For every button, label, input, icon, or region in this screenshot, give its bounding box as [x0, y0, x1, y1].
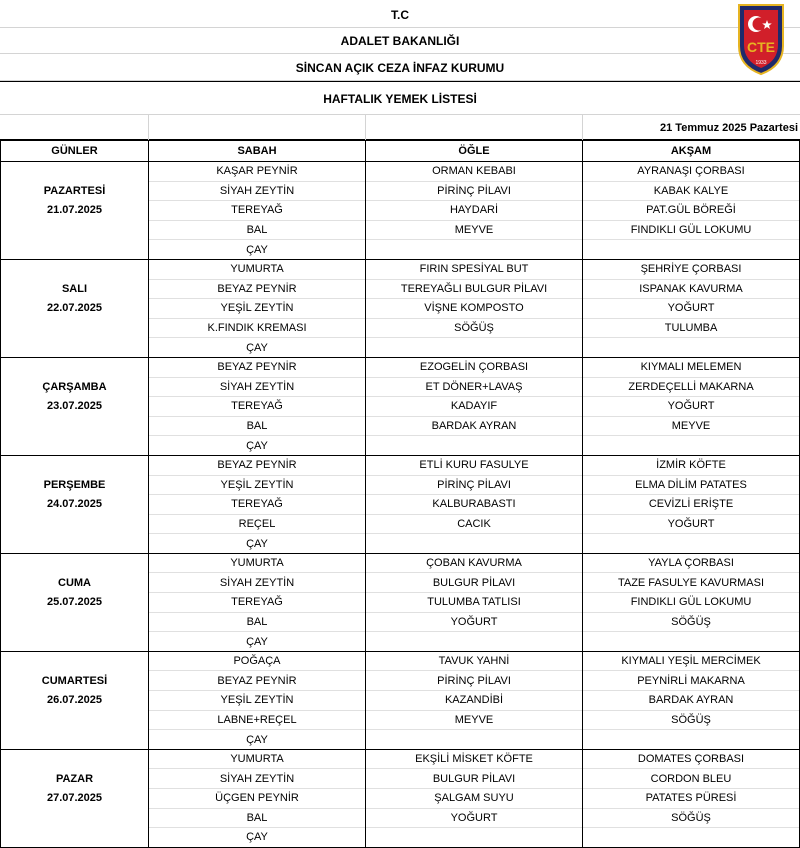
header-line2: [0, 28, 800, 54]
evening-item: [583, 338, 800, 358]
day-name: CUMA: [1, 573, 149, 593]
morning-item: LABNE+REÇEL: [149, 710, 366, 730]
day-cell: [1, 318, 149, 338]
noon-item: FIRIN SPESİYAL BUT: [366, 259, 583, 279]
noon-item: YOĞURT: [366, 808, 583, 828]
noon-item: [366, 730, 583, 750]
noon-item: BULGUR PİLAVI: [366, 769, 583, 789]
table-row: [1, 789, 800, 809]
table-row: [1, 612, 800, 632]
morning-item: SİYAH ZEYTİN: [149, 181, 366, 201]
morning-item: ÇAY: [149, 436, 366, 456]
report-date: 21 Temmuz 2025 Pazartesi: [660, 122, 798, 134]
noon-item: PİRİNÇ PİLAVI: [366, 181, 583, 201]
morning-item: ÇAY: [149, 730, 366, 750]
table-row: [1, 436, 800, 456]
table-row: [1, 279, 800, 299]
day-name: PAZAR: [1, 769, 149, 789]
day-date: 23.07.2025: [1, 397, 149, 417]
day-name: CUMARTESİ: [1, 671, 149, 691]
noon-item: KADAYIF: [366, 397, 583, 417]
noon-item: TAVUK YAHNİ: [366, 651, 583, 671]
morning-item: BEYAZ PEYNİR: [149, 279, 366, 299]
evening-item: [583, 730, 800, 750]
noon-item: ORMAN KEBABI: [366, 162, 583, 182]
morning-item: K.FINDIK KREMASI: [149, 318, 366, 338]
weekly-menu-table: [0, 140, 800, 848]
table-row: [1, 534, 800, 554]
table-row: [1, 299, 800, 319]
cte-emblem-icon: [736, 2, 786, 76]
morning-item: TEREYAĞ: [149, 201, 366, 221]
day-cell: [1, 612, 149, 632]
evening-item: ISPANAK KAVURMA: [583, 279, 800, 299]
day-cell: [1, 259, 149, 279]
morning-item: TEREYAĞ: [149, 397, 366, 417]
col-header-days: GÜNLER: [1, 141, 149, 162]
morning-item: BEYAZ PEYNİR: [149, 455, 366, 475]
evening-item: [583, 534, 800, 554]
morning-item: ÇAY: [149, 632, 366, 652]
table-row: [1, 730, 800, 750]
table-row: [1, 749, 800, 769]
evening-item: CORDON BLEU: [583, 769, 800, 789]
table-row: [1, 220, 800, 240]
morning-item: YEŞİL ZEYTİN: [149, 475, 366, 495]
evening-item: PAT.GÜL BÖREĞİ: [583, 201, 800, 221]
morning-item: SİYAH ZEYTİN: [149, 377, 366, 397]
day-cell: [1, 416, 149, 436]
noon-item: KALBURABASTI: [366, 495, 583, 515]
table-row: [1, 240, 800, 260]
evening-item: YOĞURT: [583, 299, 800, 319]
day-cell: [1, 632, 149, 652]
evening-item: BARDAK AYRAN: [583, 691, 800, 711]
evening-item: [583, 240, 800, 260]
table-row: [1, 632, 800, 652]
col-header-evening: AKŞAM: [583, 141, 800, 162]
weekly-menu-title: HAFTALIK YEMEK LİSTESİ: [323, 92, 477, 106]
day-cell: [1, 710, 149, 730]
table-row: [1, 475, 800, 495]
table-row: [1, 338, 800, 358]
table-row: [1, 201, 800, 221]
noon-item: KAZANDİBİ: [366, 691, 583, 711]
morning-item: ÇAY: [149, 828, 366, 848]
day-cell: [1, 436, 149, 456]
noon-item: PİRİNÇ PİLAVI: [366, 671, 583, 691]
svg-text:CTE: CTE: [747, 39, 775, 55]
table-row: [1, 710, 800, 730]
table-row: [1, 593, 800, 613]
morning-item: BAL: [149, 612, 366, 632]
morning-item: BEYAZ PEYNİR: [149, 671, 366, 691]
col-header-morning: SABAH: [149, 141, 366, 162]
evening-item: PEYNİRLİ MAKARNA: [583, 671, 800, 691]
noon-item: EKŞİLİ MİSKET KÖFTE: [366, 749, 583, 769]
day-date: 25.07.2025: [1, 593, 149, 613]
day-cell: [1, 553, 149, 573]
day-cell: [1, 514, 149, 534]
morning-item: TEREYAĞ: [149, 593, 366, 613]
morning-item: ÇAY: [149, 240, 366, 260]
evening-item: ELMA DİLİM PATATES: [583, 475, 800, 495]
header-line1: [0, 0, 800, 28]
noon-item: ET DÖNER+LAVAŞ: [366, 377, 583, 397]
noon-item: ETLİ KURU FASULYE: [366, 455, 583, 475]
header-line3: [0, 54, 800, 81]
noon-item: [366, 338, 583, 358]
table-row: [1, 162, 800, 182]
noon-item: EZOGELİN ÇORBASI: [366, 357, 583, 377]
day-cell: [1, 730, 149, 750]
evening-item: KIYMALI YEŞİL MERCİMEK: [583, 651, 800, 671]
morning-item: SİYAH ZEYTİN: [149, 573, 366, 593]
day-date: 27.07.2025: [1, 789, 149, 809]
evening-item: KIYMALI MELEMEN: [583, 357, 800, 377]
noon-item: TEREYAĞLI BULGUR PİLAVI: [366, 279, 583, 299]
evening-item: DOMATES ÇORBASI: [583, 749, 800, 769]
evening-item: SÖĞÜŞ: [583, 710, 800, 730]
noon-item: BARDAK AYRAN: [366, 416, 583, 436]
day-name: SALI: [1, 279, 149, 299]
day-cell: [1, 338, 149, 358]
evening-item: PATATES PÜRESİ: [583, 789, 800, 809]
morning-item: BAL: [149, 220, 366, 240]
svg-text:1933: 1933: [755, 60, 767, 66]
morning-item: YEŞİL ZEYTİN: [149, 691, 366, 711]
table-row: [1, 769, 800, 789]
morning-item: YUMURTA: [149, 259, 366, 279]
morning-item: BEYAZ PEYNİR: [149, 357, 366, 377]
morning-item: BAL: [149, 416, 366, 436]
table-row: [1, 318, 800, 338]
noon-item: CACIK: [366, 514, 583, 534]
table-row: [1, 651, 800, 671]
noon-item: [366, 436, 583, 456]
evening-item: SÖĞÜŞ: [583, 808, 800, 828]
evening-item: FINDIKLI GÜL LOKUMU: [583, 593, 800, 613]
table-row: [1, 357, 800, 377]
morning-item: ÜÇGEN PEYNİR: [149, 789, 366, 809]
noon-item: ÇOBAN KAVURMA: [366, 553, 583, 573]
day-cell: [1, 357, 149, 377]
tc-title: T.C: [391, 8, 409, 22]
table-row: [1, 671, 800, 691]
header-line4: [0, 81, 800, 115]
morning-item: YUMURTA: [149, 553, 366, 573]
evening-item: SÖĞÜŞ: [583, 612, 800, 632]
morning-item: SİYAH ZEYTİN: [149, 769, 366, 789]
evening-item: AYRANAŞI ÇORBASI: [583, 162, 800, 182]
noon-item: MEYVE: [366, 220, 583, 240]
noon-item: ŞALGAM SUYU: [366, 789, 583, 809]
table-header-row: [1, 141, 800, 162]
day-cell: [1, 749, 149, 769]
day-cell: [1, 162, 149, 182]
table-row: [1, 573, 800, 593]
day-date: 21.07.2025: [1, 201, 149, 221]
noon-item: [366, 240, 583, 260]
evening-item: TAZE FASULYE KAVURMASI: [583, 573, 800, 593]
morning-item: ÇAY: [149, 338, 366, 358]
evening-item: CEVİZLİ ERİŞTE: [583, 495, 800, 515]
morning-item: YEŞİL ZEYTİN: [149, 299, 366, 319]
noon-item: PİRİNÇ PİLAVI: [366, 475, 583, 495]
table-row: [1, 495, 800, 515]
noon-item: MEYVE: [366, 710, 583, 730]
noon-item: HAYDARİ: [366, 201, 583, 221]
evening-item: MEYVE: [583, 416, 800, 436]
noon-item: [366, 534, 583, 554]
table-row: [1, 808, 800, 828]
noon-item: BULGUR PİLAVI: [366, 573, 583, 593]
day-cell: [1, 240, 149, 260]
date-row: [0, 115, 800, 140]
table-row: [1, 259, 800, 279]
col-header-noon: ÖĞLE: [366, 141, 583, 162]
table-row: [1, 397, 800, 417]
institution-title: SİNCAN AÇIK CEZA İNFAZ KURUMU: [295, 61, 505, 75]
table-row: [1, 181, 800, 201]
morning-item: TEREYAĞ: [149, 495, 366, 515]
evening-item: İZMİR KÖFTE: [583, 455, 800, 475]
evening-item: TULUMBA: [583, 318, 800, 338]
day-cell: [1, 651, 149, 671]
morning-item: KAŞAR PEYNİR: [149, 162, 366, 182]
evening-item: YOĞURT: [583, 397, 800, 417]
evening-item: ZERDEÇELLİ MAKARNA: [583, 377, 800, 397]
table-row: [1, 691, 800, 711]
table-row: [1, 377, 800, 397]
evening-item: YOĞURT: [583, 514, 800, 534]
table-row: [1, 455, 800, 475]
day-name: PAZARTESİ: [1, 181, 149, 201]
day-date: 26.07.2025: [1, 691, 149, 711]
day-cell: [1, 534, 149, 554]
day-date: 22.07.2025: [1, 299, 149, 319]
day-name: PERŞEMBE: [1, 475, 149, 495]
evening-item: ŞEHRİYE ÇORBASI: [583, 259, 800, 279]
morning-item: YUMURTA: [149, 749, 366, 769]
noon-item: [366, 632, 583, 652]
morning-item: REÇEL: [149, 514, 366, 534]
table-row: [1, 514, 800, 534]
evening-item: FINDIKLI GÜL LOKUMU: [583, 220, 800, 240]
day-date: 24.07.2025: [1, 495, 149, 515]
evening-item: KABAK KALYE: [583, 181, 800, 201]
morning-item: POĞAÇA: [149, 651, 366, 671]
evening-item: [583, 632, 800, 652]
table-row: [1, 416, 800, 436]
table-row: [1, 553, 800, 573]
evening-item: [583, 436, 800, 456]
day-cell: [1, 455, 149, 475]
evening-item: YAYLA ÇORBASI: [583, 553, 800, 573]
morning-item: BAL: [149, 808, 366, 828]
day-name: ÇARŞAMBA: [1, 377, 149, 397]
noon-item: SÖĞÜŞ: [366, 318, 583, 338]
day-cell: [1, 220, 149, 240]
day-cell: [1, 808, 149, 828]
morning-item: ÇAY: [149, 534, 366, 554]
noon-item: YOĞURT: [366, 612, 583, 632]
noon-item: VİŞNE KOMPOSTO: [366, 299, 583, 319]
noon-item: TULUMBA TATLISI: [366, 593, 583, 613]
ministry-title: ADALET BAKANLIĞI: [340, 34, 460, 48]
